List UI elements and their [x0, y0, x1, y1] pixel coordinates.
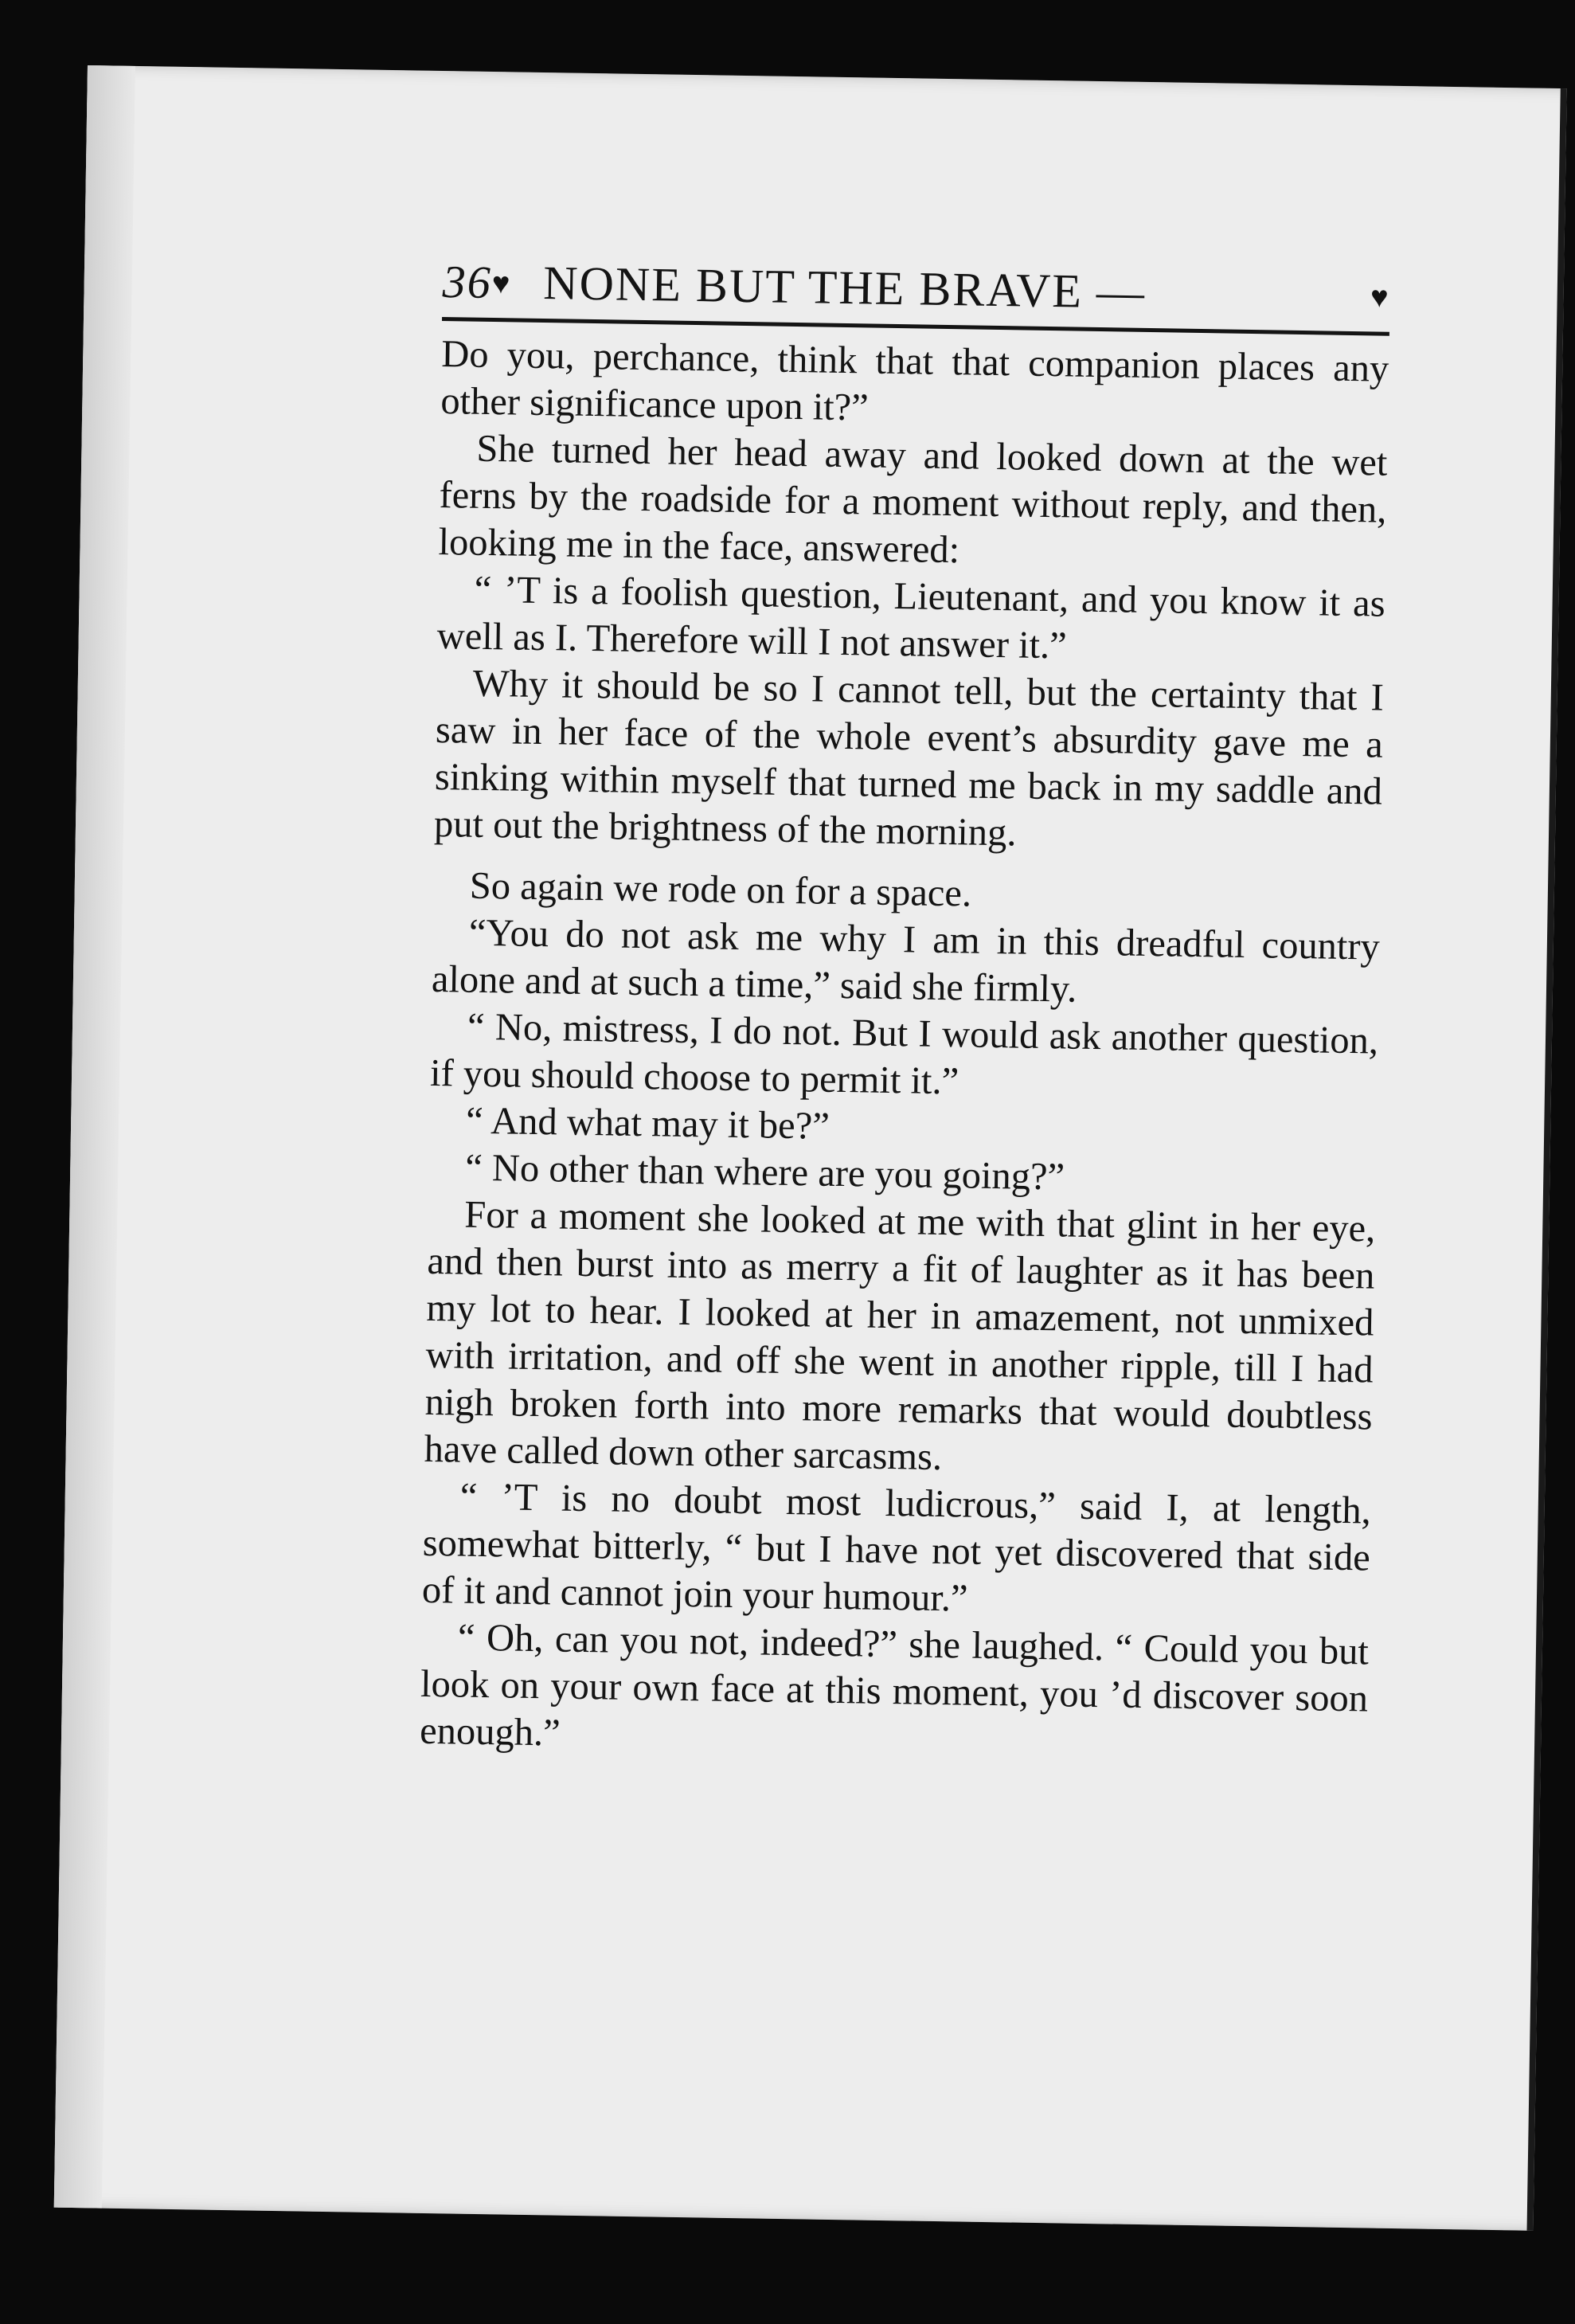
page-content	[420, 254, 1390, 1769]
paragraph: “ ’T is a foolish question, Lieutenant, and you know it as well as I. Therefore will I not answer it.”	[436, 568, 1385, 667]
running-header	[442, 254, 1390, 336]
paragraph: “You do not ask me why I am in this dreadful country alone and at such a time,” said she firmly.	[431, 911, 1381, 1011]
page-gutter-edge	[54, 65, 135, 2209]
paragraph: “ And what may it be?”	[465, 1099, 830, 1148]
paragraph: For a moment she looked at me with that glint in her eye, and then burst into as merry a fit of laughter as it has been my lot to hear. I looked at her in amazement, not unmixed with irritation, and off she went in another ripple, till I had nigh broken forth into more remarks that would doubtless have called down other sarcasms.	[424, 1193, 1376, 1479]
paragraph: “ No other than where are you going?”	[464, 1146, 1065, 1199]
page-number: 36	[442, 256, 493, 309]
paragraph: “ No, mistress, I do not. But I would ask another question, if you should choose to permit it.”	[429, 1005, 1379, 1103]
paragraph: Why it should be so I cannot tell, but the certainty that I saw in her face of the whole event’s absurdity gave me a sinking within myself that turned me back in my saddle and put out the brightness of the morning.	[433, 662, 1385, 855]
running-title: NONE BUT THE BRAVE —	[542, 256, 1147, 319]
heart-icon: ♥	[1370, 280, 1390, 315]
paragraph: Do you, perchance, think that that companion places any other significance upon it?”	[440, 333, 1389, 429]
paragraph: “ ’T is no doubt most ludicrous,” said I, at length, somewhat bitterly, “ but I have not yet discovered that side of it and cannot join your humour.”	[421, 1475, 1372, 1620]
page-right-edge	[1527, 88, 1567, 2231]
body-text	[420, 331, 1389, 1769]
paragraph: “ Oh, can you not, indeed?” she laughed. “ Could you but look on your own face at this moment, you ’d discover soon enough.”	[419, 1616, 1370, 1755]
paragraph: She turned her head away and looked down at the wet ferns by the roadside for a moment without reply, and then, looking me in the face, answered:	[438, 427, 1388, 572]
heart-icon: ♥	[491, 267, 512, 301]
book-page	[54, 65, 1567, 2231]
paragraph: So again we rode on for a space.	[469, 864, 972, 915]
